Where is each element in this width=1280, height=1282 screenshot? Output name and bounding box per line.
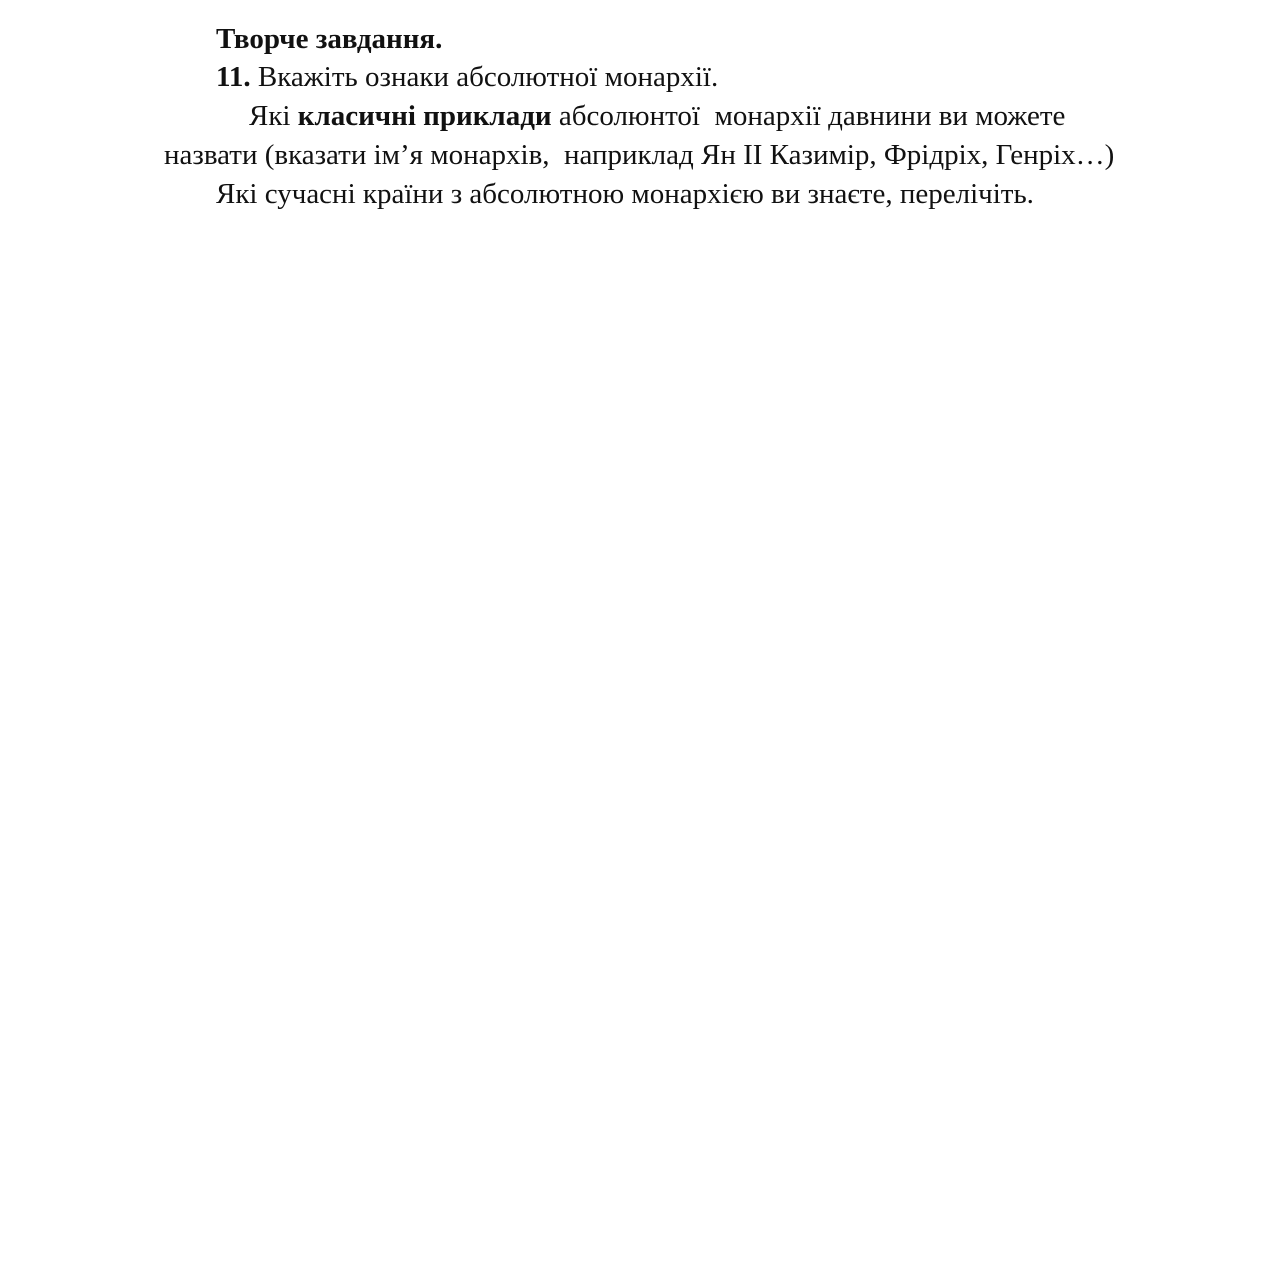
heading: Творче завдання. <box>216 23 443 55</box>
question-1-bold: класичні приклади <box>297 100 552 132</box>
question-1-line <box>249 99 1065 133</box>
task-number: 11. <box>216 61 251 93</box>
question-1-continuation: назвати (вказати ім’я монархів, наприклад Ян ІІ Казимір, Фрідріх, Генріх…) <box>164 139 1115 171</box>
question-2-line: Які сучасні країни з абсолютною монархією ви знаєте, перелічіть. <box>216 178 1034 210</box>
task-text: Вкажіть ознаки абсолютної монархії. <box>250 61 719 93</box>
question-1-prefix: Які <box>249 100 298 132</box>
task-line <box>216 60 718 94</box>
question-1-suffix: абсолюнтої монархії давнини ви можете <box>551 100 1066 132</box>
